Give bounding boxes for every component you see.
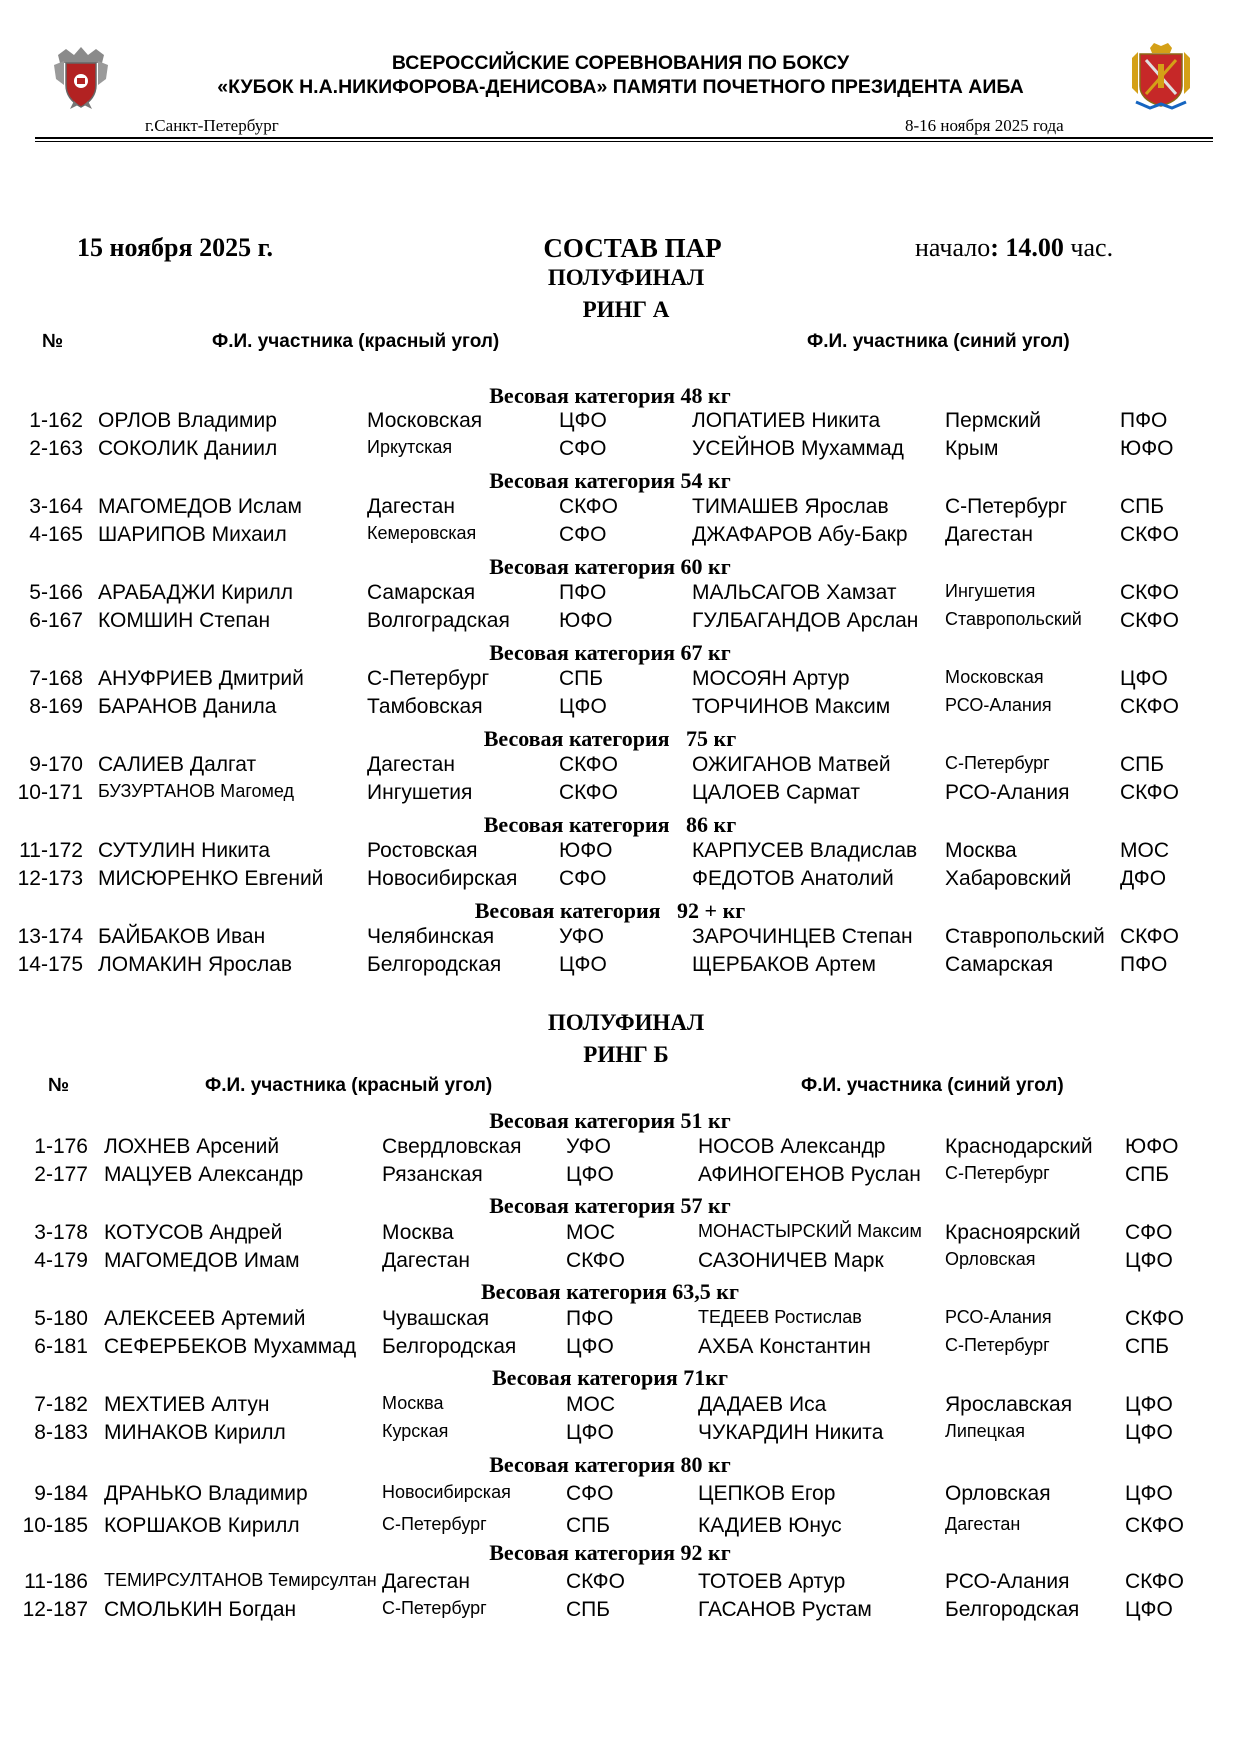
bout-number: 6-167 bbox=[29, 609, 83, 632]
red-corner-region: Ростовская bbox=[367, 839, 478, 862]
blue-corner-region: Крым bbox=[945, 437, 999, 460]
blue-corner-district: СПБ bbox=[1120, 495, 1165, 518]
blue-corner-region: Красноярский bbox=[945, 1221, 1081, 1244]
red-corner-name: АЛЕКСЕЕВ Артемий bbox=[104, 1307, 306, 1330]
red-corner-region: Новосибирская bbox=[367, 867, 518, 890]
red-corner-region: Свердловская bbox=[382, 1135, 522, 1158]
blue-corner-district: СКФО bbox=[1120, 781, 1179, 804]
bout-number: 4-165 bbox=[29, 523, 83, 546]
red-corner-district: ЦФО bbox=[566, 1421, 614, 1444]
blue-corner-district: СКФО bbox=[1120, 523, 1179, 546]
bout-number: 13-174 bbox=[17, 925, 83, 948]
blue-corner-region: Московская bbox=[945, 667, 1044, 687]
blue-corner-district: СПБ bbox=[1125, 1163, 1170, 1186]
blue-corner-name: ЩЕРБАКОВ Артем bbox=[692, 953, 876, 976]
bout-row bbox=[0, 581, 1241, 607]
blue-corner-district: СКФО bbox=[1120, 925, 1179, 948]
blue-corner-region: Белгородская bbox=[945, 1598, 1080, 1621]
red-corner-name: МАГОМЕДОВ Ислам bbox=[98, 495, 302, 518]
bout-number: 8-169 bbox=[29, 695, 83, 718]
ring-b-stage: ПОЛУФИНАЛ bbox=[547, 1010, 705, 1035]
blue-corner-region: Дагестан bbox=[945, 523, 1033, 546]
red-corner-district: УФО bbox=[559, 925, 604, 948]
blue-corner-name: МОНАСТЫРСКИЙ Максим bbox=[698, 1221, 922, 1241]
bout-number: 2-163 bbox=[29, 437, 83, 460]
red-corner-district: СКФО bbox=[559, 495, 618, 518]
red-corner-region: С-Петербург bbox=[367, 667, 490, 690]
red-corner-region: Кемеровская bbox=[367, 523, 477, 543]
red-corner-district: УФО bbox=[566, 1135, 611, 1158]
blue-corner-name: ЦЕПКОВ Егор bbox=[698, 1482, 836, 1505]
red-corner-name: МАГОМЕДОВ Имам bbox=[104, 1249, 300, 1272]
bout-number: 12-187 bbox=[22, 1598, 88, 1621]
blue-corner-district: ПФО bbox=[1120, 409, 1168, 432]
weight-category-heading: Весовая категория 51 кг bbox=[489, 1108, 731, 1133]
blue-corner-name: МОСОЯН Артур bbox=[692, 667, 850, 690]
header-title-line1: ВСЕРОССИЙСКИЕ СОРЕВНОВАНИЯ ПО БОКСУ bbox=[391, 52, 850, 74]
red-corner-name: МАЦУЕВ Александр bbox=[104, 1163, 304, 1186]
red-corner-district: СКФО bbox=[559, 753, 618, 776]
red-corner-region: Волгоградская bbox=[367, 609, 510, 632]
blue-corner-district: СКФО bbox=[1120, 609, 1179, 632]
red-corner-district: СПБ bbox=[566, 1514, 611, 1537]
red-corner-region: Самарская bbox=[367, 581, 476, 604]
bout-number: 8-183 bbox=[34, 1421, 88, 1444]
red-corner-district: СКФО bbox=[566, 1249, 625, 1272]
blue-corner-district: ЮФО bbox=[1125, 1135, 1179, 1158]
weight-category-heading: Весовая категория 71кг bbox=[492, 1365, 728, 1390]
bout-number: 10-185 bbox=[22, 1514, 88, 1537]
red-corner-name: КОМШИН Степан bbox=[98, 609, 271, 632]
bout-row bbox=[0, 781, 1241, 807]
blue-corner-name: САЗОНИЧЕВ Марк bbox=[698, 1249, 884, 1272]
bout-number: 2-177 bbox=[34, 1163, 88, 1186]
blue-corner-region: Пермский bbox=[945, 409, 1042, 432]
blue-corner-district: ЦФО bbox=[1125, 1482, 1173, 1505]
red-corner-name: БАРАНОВ Данила bbox=[98, 695, 277, 718]
blue-corner-region: С-Петербург bbox=[945, 1335, 1050, 1355]
red-corner-region: Ингушетия bbox=[367, 781, 473, 804]
blue-corner-district: ЮФО bbox=[1120, 437, 1174, 460]
red-corner-district: СПБ bbox=[566, 1598, 611, 1621]
red-corner-region: Московская bbox=[367, 409, 483, 432]
red-corner-region: Чувашская bbox=[382, 1307, 490, 1330]
ring-b-col-blue: Ф.И. участника (синий угол) bbox=[801, 1075, 1064, 1096]
red-corner-district: ПФО bbox=[566, 1307, 614, 1330]
bout-row bbox=[0, 953, 1241, 979]
blue-corner-district: МОС bbox=[1120, 839, 1169, 862]
bout-number: 1-162 bbox=[29, 409, 83, 432]
red-corner-district: ЮФО bbox=[559, 609, 613, 632]
bout-row bbox=[0, 1570, 1241, 1596]
blue-corner-region: Липецкая bbox=[945, 1421, 1025, 1441]
bout-row bbox=[0, 753, 1241, 779]
blue-corner-district: ЦФО bbox=[1120, 667, 1168, 690]
blue-corner-district: СКФО bbox=[1120, 695, 1179, 718]
blue-corner-region: Ставропольский bbox=[945, 609, 1082, 629]
bout-row bbox=[0, 1249, 1241, 1275]
red-corner-district: СПБ bbox=[559, 667, 604, 690]
red-corner-name: МЕХТИЕВ Алтун bbox=[104, 1393, 270, 1416]
blue-corner-district: ПФО bbox=[1120, 953, 1168, 976]
red-corner-region: Дагестан bbox=[367, 753, 455, 776]
red-corner-district: ЦФО bbox=[566, 1335, 614, 1358]
red-corner-district: МОС bbox=[566, 1221, 615, 1244]
red-corner-region: С-Петербург bbox=[382, 1514, 487, 1534]
blue-corner-district: ЦФО bbox=[1125, 1598, 1173, 1621]
blue-corner-district: ЦФО bbox=[1125, 1249, 1173, 1272]
red-corner-name: АНУФРИЕВ Дмитрий bbox=[98, 667, 304, 690]
blue-corner-region: Краснодарский bbox=[945, 1135, 1093, 1158]
ring-a-title: РИНГ А bbox=[582, 297, 670, 322]
bout-row bbox=[0, 839, 1241, 865]
bout-number: 5-166 bbox=[29, 581, 83, 604]
weight-category-heading: Весовая категория 54 кг bbox=[489, 468, 731, 493]
bout-number: 12-173 bbox=[17, 867, 83, 890]
blue-corner-name: КАРПУСЕВ Владислав bbox=[692, 839, 918, 862]
page-title: СОСТАВ ПАР bbox=[543, 233, 722, 263]
bout-number: 5-180 bbox=[34, 1307, 88, 1330]
blue-corner-region: Ингушетия bbox=[945, 581, 1036, 601]
red-corner-region: Дагестан bbox=[367, 495, 455, 518]
red-corner-district: СФО bbox=[559, 867, 607, 890]
red-corner-region: Москва bbox=[382, 1221, 454, 1244]
red-corner-name: БАЙБАКОВ Иван bbox=[98, 925, 266, 948]
ring-a-col-red: Ф.И. участника (красный угол) bbox=[212, 331, 500, 352]
bout-number: 11-186 bbox=[24, 1570, 88, 1593]
blue-corner-name: ЧУКАРДИН Никита bbox=[698, 1421, 884, 1444]
bout-number: 6-181 bbox=[34, 1335, 88, 1358]
bout-row bbox=[0, 437, 1241, 463]
blue-corner-region: РСО-Алания bbox=[945, 695, 1052, 715]
blue-corner-name: ЛОПАТИЕВ Никита bbox=[692, 409, 881, 432]
red-corner-district: СФО bbox=[559, 437, 607, 460]
blue-corner-region: С-Петербург bbox=[945, 495, 1068, 518]
red-corner-region: Тамбовская bbox=[367, 695, 483, 718]
ring-b-col-red: Ф.И. участника (красный угол) bbox=[205, 1075, 493, 1096]
weight-category-heading: Весовая категория 92 кг bbox=[489, 1540, 731, 1565]
ring-a-col-no: № bbox=[42, 331, 64, 352]
blue-corner-district: СКФО bbox=[1125, 1307, 1184, 1330]
start-time-prefix: начало bbox=[915, 233, 991, 262]
bout-row bbox=[0, 1335, 1241, 1361]
red-corner-district: СКФО bbox=[566, 1570, 625, 1593]
red-corner-district: ПФО bbox=[559, 581, 607, 604]
red-corner-name: ОРЛОВ Владимир bbox=[98, 409, 277, 432]
red-corner-region: Челябинская bbox=[367, 925, 495, 948]
red-corner-name: ЛОХНЕВ Арсений bbox=[104, 1135, 280, 1158]
blue-corner-region: РСО-Алания bbox=[945, 1570, 1070, 1593]
red-corner-district: ЦФО bbox=[566, 1163, 614, 1186]
blue-corner-name: МАЛЬСАГОВ Хамзат bbox=[692, 581, 897, 604]
blue-corner-name: ТОРЧИНОВ Максим bbox=[692, 695, 891, 718]
blue-corner-district: СКФО bbox=[1120, 581, 1179, 604]
header-dates: 8-16 ноября 2025 года bbox=[905, 116, 1064, 135]
blue-corner-name: ТОТОЕВ Артур bbox=[698, 1570, 846, 1593]
bout-number: 14-175 bbox=[17, 953, 83, 976]
red-corner-name: ТЕМИРСУЛТАНОВ Темирсултан bbox=[104, 1570, 377, 1590]
bout-number: 9-184 bbox=[34, 1482, 88, 1505]
blue-corner-name: КАДИЕВ Юнус bbox=[698, 1514, 842, 1537]
bout-number: 9-170 bbox=[29, 753, 83, 776]
weight-category-heading: Весовая категория 75 кг bbox=[483, 726, 737, 751]
blue-corner-name: АХБА Константин bbox=[698, 1335, 871, 1358]
bout-number: 1-176 bbox=[34, 1135, 88, 1158]
bout-row bbox=[0, 523, 1241, 549]
bout-row bbox=[0, 695, 1241, 721]
blue-corner-district: СПБ bbox=[1120, 753, 1165, 776]
blue-corner-region: Ставропольский bbox=[945, 925, 1105, 948]
saint-petersburg-coat-of-arms-icon bbox=[1128, 42, 1194, 112]
blue-corner-name: ОЖИГАНОВ Матвей bbox=[692, 753, 891, 776]
bout-number: 3-178 bbox=[34, 1221, 88, 1244]
red-corner-district: СКФО bbox=[559, 781, 618, 804]
weight-category-heading: Весовая категория 92 + кг bbox=[474, 898, 746, 923]
bout-row bbox=[0, 1163, 1241, 1189]
red-corner-name: МИСЮРЕНКО Евгений bbox=[98, 867, 324, 890]
start-time-value: : 14.00 bbox=[990, 233, 1064, 262]
blue-corner-name: УСЕЙНОВ Мухаммад bbox=[692, 437, 904, 460]
blue-corner-region: РСО-Алания bbox=[945, 1307, 1052, 1327]
blue-corner-name: ТИМАШЕВ Ярослав bbox=[692, 495, 889, 518]
bout-row bbox=[0, 1393, 1241, 1419]
blue-corner-district: СПБ bbox=[1125, 1335, 1170, 1358]
blue-corner-name: ДАДАЕВ Иса bbox=[698, 1393, 827, 1416]
blue-corner-name: НОСОВ Александр bbox=[698, 1135, 886, 1158]
bout-row bbox=[0, 867, 1241, 893]
blue-corner-region: С-Петербург bbox=[945, 1163, 1050, 1183]
bout-row bbox=[0, 609, 1241, 635]
bout-number: 7-182 bbox=[34, 1393, 88, 1416]
ring-b-col-no: № bbox=[48, 1075, 70, 1096]
bout-row bbox=[0, 667, 1241, 693]
blue-corner-name: ФЕДОТОВ Анатолий bbox=[692, 867, 894, 890]
weight-category-heading: Весовая категория 63,5 кг bbox=[481, 1279, 739, 1304]
red-corner-region: Рязанская bbox=[382, 1163, 483, 1186]
blue-corner-name: ДЖАФАРОВ Абу-Бакр bbox=[692, 523, 908, 546]
blue-corner-name: ЗАРОЧИНЦЕВ Степан bbox=[692, 925, 913, 948]
header-title-line2: «КУБОК Н.А.НИКИФОРОВА-ДЕНИСОВА» ПАМЯТИ ПОЧЕТНОГО ПРЕЗИДЕНТА АИБА bbox=[217, 76, 1024, 98]
bout-row bbox=[0, 925, 1241, 951]
blue-corner-region: Ярославская bbox=[945, 1393, 1073, 1416]
start-time bbox=[915, 233, 1113, 263]
blue-corner-region: РСО-Алания bbox=[945, 781, 1070, 804]
blue-corner-name: ГУЛБАГАНДОВ Арслан bbox=[692, 609, 919, 632]
ring-b-title: РИНГ Б bbox=[583, 1042, 669, 1067]
blue-corner-name: ТЕДЕЕВ Ростислав bbox=[698, 1307, 862, 1327]
weight-category-heading: Весовая категория 80 кг bbox=[489, 1452, 731, 1477]
red-corner-region: Белгородская bbox=[367, 953, 502, 976]
red-corner-name: КОТУСОВ Андрей bbox=[104, 1221, 283, 1244]
red-corner-district: ЦФО bbox=[559, 409, 607, 432]
red-corner-district: СФО bbox=[566, 1482, 614, 1505]
bout-row bbox=[0, 1135, 1241, 1161]
weight-category-heading: Весовая категория 86 кг bbox=[483, 812, 737, 837]
red-corner-region: Иркутская bbox=[367, 437, 453, 457]
header-divider bbox=[35, 137, 1213, 139]
blue-corner-name: ГАСАНОВ Рустам bbox=[698, 1598, 872, 1621]
red-corner-region: Курская bbox=[382, 1421, 449, 1441]
weight-category-heading: Весовая категория 57 кг bbox=[489, 1193, 731, 1218]
red-corner-name: МИНАКОВ Кирилл bbox=[104, 1421, 286, 1444]
blue-corner-district: СКФО bbox=[1125, 1570, 1184, 1593]
weight-category-heading: Весовая категория 48 кг bbox=[489, 383, 731, 408]
red-corner-district: СФО bbox=[559, 523, 607, 546]
red-corner-district: ЮФО bbox=[559, 839, 613, 862]
bout-row bbox=[0, 1421, 1241, 1447]
red-corner-name: СМОЛЬКИН Богдан bbox=[104, 1598, 297, 1621]
red-corner-name: ДРАНЬКО Владимир bbox=[104, 1482, 308, 1505]
red-corner-region: Дагестан bbox=[382, 1570, 470, 1593]
event-date: 15 ноября 2025 г. bbox=[77, 233, 273, 262]
red-corner-name: СОКОЛИК Даниил bbox=[98, 437, 278, 460]
red-corner-region: Москва bbox=[382, 1393, 444, 1413]
blue-corner-name: ЦАЛОЕВ Сармат bbox=[692, 781, 860, 804]
red-corner-region: С-Петербург bbox=[382, 1598, 487, 1618]
bout-row bbox=[0, 1221, 1241, 1247]
bout-number: 7-168 bbox=[29, 667, 83, 690]
bout-number: 3-164 bbox=[29, 495, 83, 518]
red-corner-district: ЦФО bbox=[559, 695, 607, 718]
red-corner-region: Дагестан bbox=[382, 1249, 470, 1272]
red-corner-district: ЦФО bbox=[559, 953, 607, 976]
header-city: г.Санкт-Петербург bbox=[145, 116, 279, 135]
bout-number: 11-172 bbox=[19, 839, 83, 862]
blue-corner-district: ЦФО bbox=[1125, 1393, 1173, 1416]
red-corner-name: СЕФЕРБЕКОВ Мухаммад bbox=[104, 1335, 357, 1358]
weight-category-heading: Весовая категория 60 кг bbox=[489, 554, 731, 579]
blue-corner-region: Орловская bbox=[945, 1482, 1051, 1505]
blue-corner-district: ЦФО bbox=[1125, 1421, 1173, 1444]
red-corner-name: ЛОМАКИН Ярослав bbox=[98, 953, 293, 976]
weight-category-heading: Весовая категория 67 кг bbox=[489, 640, 731, 665]
red-corner-name: БУЗУРТАНОВ Магомед bbox=[98, 781, 295, 801]
red-corner-name: АРАБАДЖИ Кирилл bbox=[98, 581, 294, 604]
red-corner-name: СУТУЛИН Никита bbox=[98, 839, 271, 862]
blue-corner-region: Самарская bbox=[945, 953, 1054, 976]
bout-row bbox=[0, 495, 1241, 521]
start-time-suffix: час. bbox=[1063, 233, 1114, 262]
red-corner-district: МОС bbox=[566, 1393, 615, 1416]
header-divider-thin bbox=[35, 141, 1213, 142]
blue-corner-region: С-Петербург bbox=[945, 753, 1050, 773]
blue-corner-district: ДФО bbox=[1120, 867, 1167, 890]
bout-number: 4-179 bbox=[34, 1249, 88, 1272]
blue-corner-region: Дагестан bbox=[945, 1514, 1021, 1534]
ring-a-col-blue: Ф.И. участника (синий угол) bbox=[807, 331, 1070, 352]
blue-corner-region: Москва bbox=[945, 839, 1017, 862]
red-corner-name: КОРШАКОВ Кирилл bbox=[104, 1514, 300, 1537]
bout-row bbox=[0, 1482, 1241, 1508]
red-corner-region: Новосибирская bbox=[382, 1482, 511, 1502]
blue-corner-district: СКФО bbox=[1125, 1514, 1184, 1537]
blue-corner-region: Хабаровский bbox=[945, 867, 1072, 890]
blue-corner-region: Орловская bbox=[945, 1249, 1036, 1269]
bout-row bbox=[0, 409, 1241, 435]
bout-number: 10-171 bbox=[17, 781, 83, 804]
red-corner-name: ШАРИПОВ Михаил bbox=[98, 523, 287, 546]
red-corner-name: САЛИЕВ Далгат bbox=[98, 753, 257, 776]
blue-corner-name: АФИНОГЕНОВ Руслан bbox=[698, 1163, 921, 1186]
bout-row bbox=[0, 1514, 1241, 1540]
ring-a-stage: ПОЛУФИНАЛ bbox=[547, 265, 705, 290]
blue-corner-district: СФО bbox=[1125, 1221, 1173, 1244]
bout-row bbox=[0, 1598, 1241, 1624]
bout-row bbox=[0, 1307, 1241, 1333]
red-corner-region: Белгородская bbox=[382, 1335, 517, 1358]
